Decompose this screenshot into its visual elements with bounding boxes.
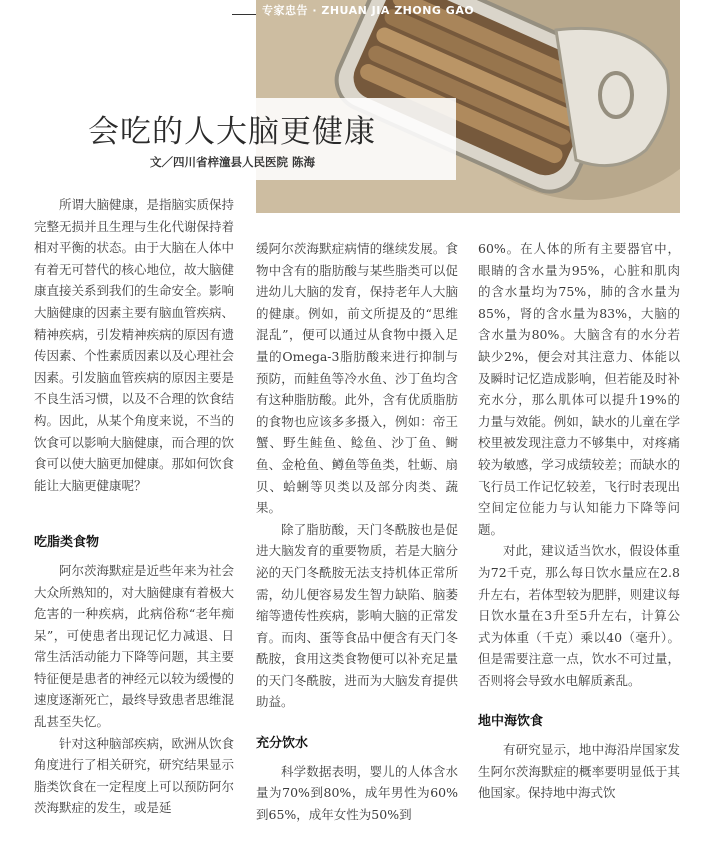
paragraph: 科学数据表明，婴儿的人体含水量为70%到80%，成年男性为60%到65%，成年女性为50%到 [256,763,458,822]
paragraph: 60%。在人体的所有主要器官中，眼睛的含水量为95%，心脏和肌肉的含水量均为75%，肺的含水量为85%，肾的含水量为83%，大脑的含水量为80%。大脑含有的水分若缺少2%，便会对其注意力、体能以及瞬时记忆造成影响，但若能及时补充水分，那么肌体可以提升19%的力量与效能。例如，缺水的儿童在学校里被发现注意力不够集中，对疼痛较为敏感，学习成绩较差；而缺水的飞行员工作记忆较差，飞行时表现出空间定位能力与认知能力下降等问题。 [478,241,680,537]
paragraph: 阿尔茨海默症是近些年来为社会大众所熟知的，对大脑健康有着极大危害的一种疾病，此病俗称“老年痴呆”，可使患者出现记忆力减退、日常生活活动能力下降等问题，其主要特征便是患者的神经元以较为缓慢的速度逐渐死亡，最终导致患者思维混乱甚至失忆。 [34,562,235,730]
column-3 [478,238,680,804]
paragraph-intro: 所谓大脑健康，是指脑实质保持完整无损并且生理与生化代谢保持着相对平衡的状态。由于大脑在人体中有着无可替代的核心地位，故大脑健康直接关系到我们的生命安全。影响大脑健康的因素主要有脑血管疾病、精神疾病，引发精神疾病的原因有遗传因素、个性素质因素以及心理社会因素。引发脑血管疾病的原因主要是不良生活习惯，以及不合理的饮食结构。因此，从某个角度来说，不当的饮食可以影响大脑健康，而合理的饮食可以使大脑更加健康。那如何饮食能让大脑更健康呢？ [34,197,235,493]
article-title: 会吃的人大脑更健康 [88,114,376,150]
section-heading-fats: 吃脂类食物 [34,535,100,551]
column-label: 专家忠告 · ZHUAN JIA ZHONG GAO [262,4,475,17]
section-heading-water: 充分饮水 [256,736,309,752]
paragraph: 对此，建议适当饮水，假设体重为72千克，那么每日饮水量应在2.8升左右，若体型较为肥胖，则建议每日饮水量在3升至5升左右，计算公式为体重（千克）乘以40（毫升）。但是需要注意一点，饮水不可过量，否则将会导致水电解质紊乱。 [478,543,680,688]
section-heading-mediterranean: 地中海饮食 [478,714,544,730]
paragraph: 缓阿尔茨海默症病情的继续发展。食物中含有的脂肪酸与某些脂类可以促进幼儿大脑的发育，保持老年人大脑的健康。例如，前文所提及的“思维混乱”，便可以通过从食物中摄入足量的Omega-3脂肪酸来进行抑制与预防，而鲑鱼等冷水鱼、沙丁鱼均含有这种脂肪酸。此外，含有优质脂肪的食物也应该多多摄入，例如：帝王蟹、野生鲑鱼、鲶鱼、沙丁鱼、鲥鱼、金枪鱼、鳟鱼等鱼类，牡蛎、扇贝、蛤蜊等贝类以及部分肉类、蔬果。 [256,241,458,516]
article-byline: 文／四川省梓潼县人民医院 陈海 [150,155,316,169]
column-2 [256,238,458,825]
paragraph: 针对这种脑部疾病，欧洲从饮食角度进行了相关研究，研究结果显示脂类饮食在一定程度上可以预防阿尔茨海默症的发生，或是延 [34,735,235,816]
paragraph: 有研究显示，地中海沿岸国家发生阿尔茨海默症的概率要明显低于其他国家。保持地中海式饮 [478,742,680,801]
column-1 [34,194,234,819]
header-rule [232,14,256,15]
paragraph: 除了脂肪酸，天门冬酰胺也是促进大脑发育的重要物质，若是大脑分泌的天门冬酰胺无法支持机体正常所需，幼儿便容易发生智力缺陷、脑萎缩等遗传性疾病，影响大脑的正常发育。而肉、蛋等食品中便含有天门冬酰胺，食用这类食物便可以补充足量的天门冬酰胺，进而为大脑发育提供助益。 [256,521,458,710]
